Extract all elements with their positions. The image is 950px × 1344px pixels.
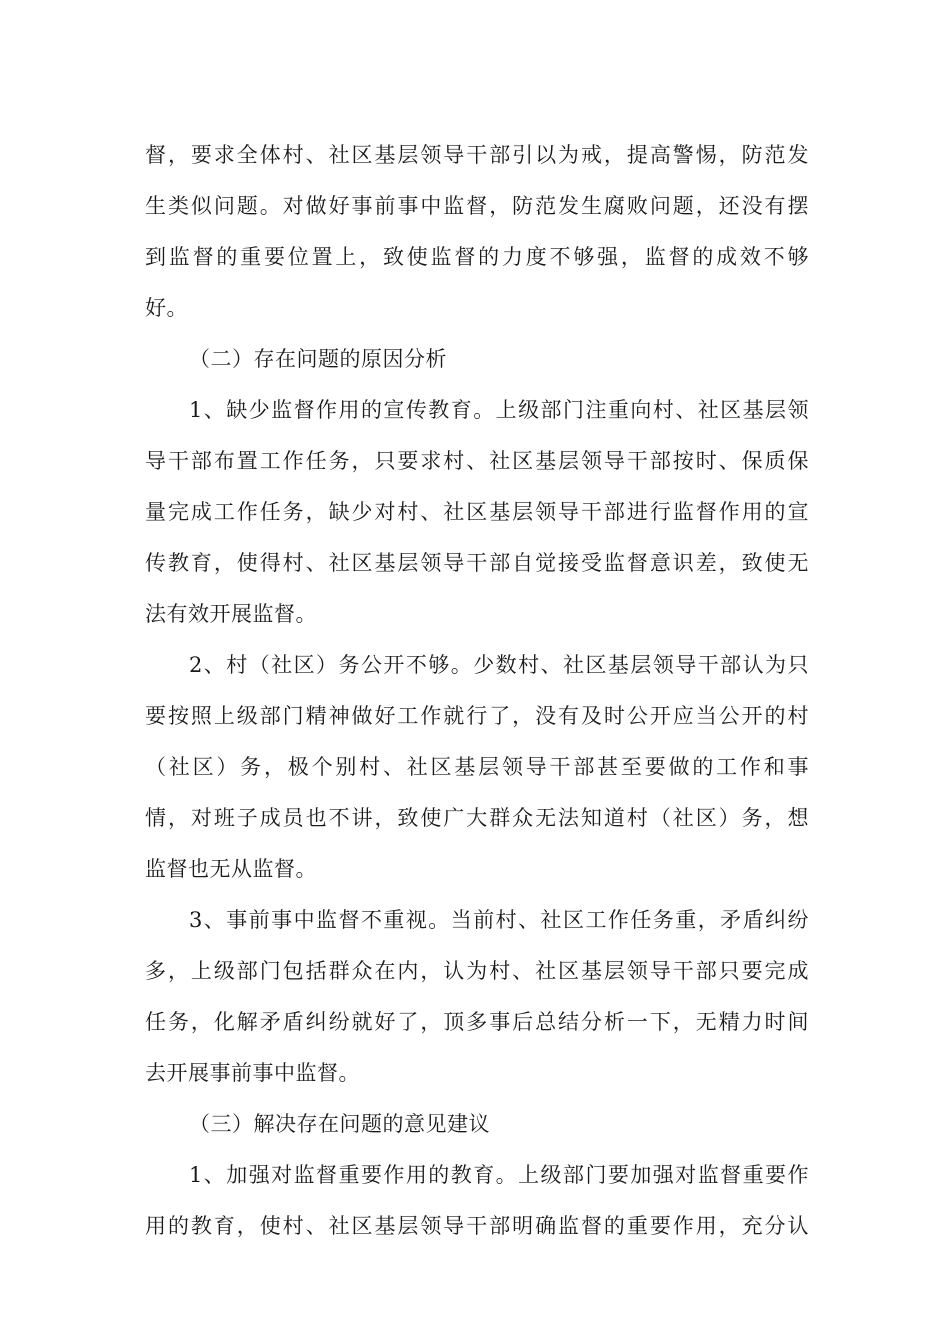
paragraph-line: 1、加强对监督重要作用的教育。上级部门要加强对监督重要作 bbox=[189, 1163, 809, 1187]
paragraph-line: 生类似问题。对做好事前事中监督，防范发生腐败问题，还没有摆 bbox=[145, 194, 809, 218]
paragraph-line: 去开展事前事中监督。 bbox=[145, 1061, 360, 1085]
paragraph-line: 导干部布置工作任务，只要求村、社区基层领导干部按时、保质保 bbox=[145, 449, 809, 473]
paragraph-line: 任务，化解矛盾纠纷就好了，顶多事后总结分析一下，无精力时间 bbox=[145, 1010, 809, 1034]
paragraph-line: 监督也无从监督。 bbox=[145, 857, 317, 881]
body-text bbox=[145, 130, 809, 1252]
paragraph-line: 情，对班子成员也不讲，致使广大群众无法知道村（社区）务，想 bbox=[145, 806, 809, 830]
paragraph-line: 要按照上级部门精神做好工作就行了，没有及时公开应当公开的村 bbox=[145, 704, 809, 728]
paragraph-line: 3、事前事中监督不重视。当前村、社区工作任务重，矛盾纠纷 bbox=[189, 908, 809, 932]
paragraph-line: 2、村（社区）务公开不够。少数村、社区基层领导干部认为只 bbox=[189, 653, 809, 677]
paragraph-line: 用的教育，使村、社区基层领导干部明确监督的重要作用，充分认 bbox=[145, 1214, 809, 1238]
section-heading: （二）存在问题的原因分析 bbox=[189, 347, 447, 371]
section-heading: （三）解决存在问题的意见建议 bbox=[189, 1112, 490, 1136]
paragraph-line: 传教育，使得村、社区基层领导干部自觉接受监督意识差，致使无 bbox=[145, 551, 809, 575]
paragraph-line: 好。 bbox=[145, 296, 188, 320]
paragraph-line: 量完成工作任务，缺少对村、社区基层领导干部进行监督作用的宣 bbox=[145, 500, 809, 524]
paragraph-line: 1、缺少监督作用的宣传教育。上级部门注重向村、社区基层领 bbox=[189, 398, 809, 422]
paragraph-line: 到监督的重要位置上，致使监督的力度不够强，监督的成效不够 bbox=[145, 245, 809, 269]
paragraph-line: 督，要求全体村、社区基层领导干部引以为戒，提高警惕，防范发 bbox=[145, 143, 809, 167]
paragraph-line: （社区）务，极个别村、社区基层领导干部甚至要做的工作和事 bbox=[145, 755, 809, 779]
paragraph-line: 多，上级部门包括群众在内，认为村、社区基层领导干部只要完成 bbox=[145, 959, 809, 983]
paragraph-line: 法有效开展监督。 bbox=[145, 602, 317, 626]
